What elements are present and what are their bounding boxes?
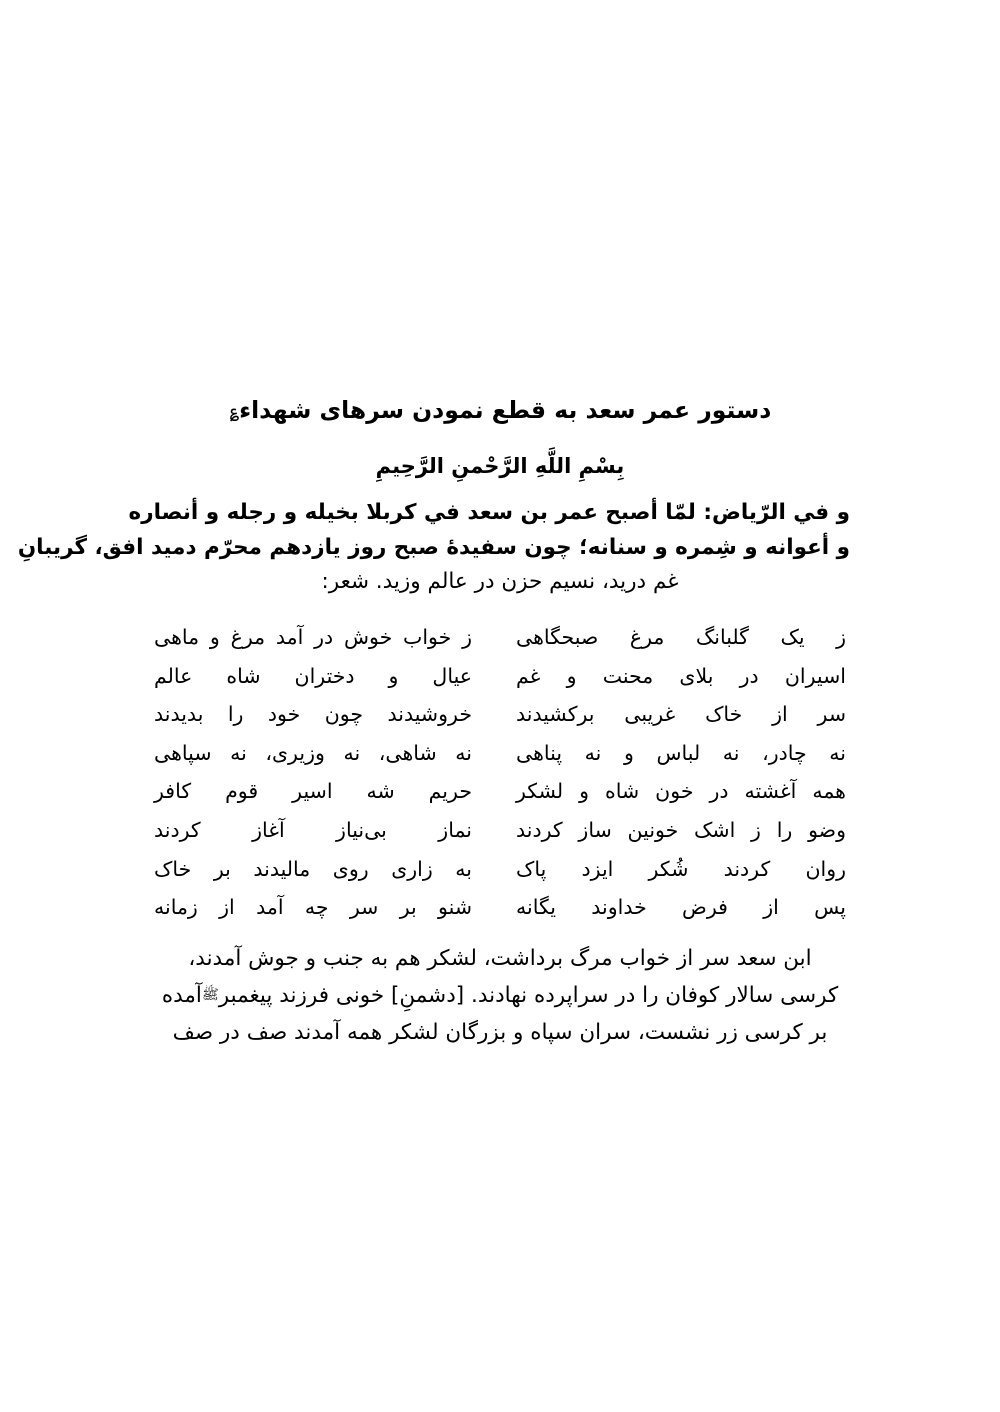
- intro-paragraph: [17, 496, 850, 600]
- page-title: [150, 396, 850, 425]
- intro-line-1: و في الرّياض: لمّا أصبح عمر بن سعد في كربلا بخيله و رجله و أنصاره: [128, 499, 850, 525]
- honorific-pbuh-icon: ﷺ: [201, 987, 219, 1004]
- closing-line-2-part-b: آمده: [161, 983, 202, 1009]
- hemistich-right: سر از خاک غریبی برکشیدند: [516, 702, 846, 727]
- bismillah-line: بِسْمِ اللَّهِ الرَّحْمنِ الرَّحِيمِ: [375, 454, 625, 479]
- hemistich-right: پس از فرض خداوند یگانه: [516, 895, 846, 920]
- hemistich-right: وضو را ز اشک خونین ساز کردند: [516, 818, 846, 843]
- hemistich-right: اسیران در بلای محنت و غم: [516, 663, 846, 688]
- hemistich-left: عیال و دختران شاه عالم: [154, 663, 472, 688]
- intro-line-2: و أعوانه و شِمره و سنانه؛ چون سفیدهٔ صبح روز یازدهم محرّم دمید افق، گریبانِ: [17, 534, 850, 560]
- poem-block: [150, 624, 850, 921]
- poem-couplet: [150, 740, 850, 767]
- hemistich-left: نه شاهی، نه وزیری، نه سپاهی: [154, 740, 472, 765]
- hemistich-right: نه چادر، نه لباس و نه پناهی: [516, 740, 846, 765]
- honorific-alayhimussalam-icon: ؏: [229, 401, 240, 420]
- page-title-text: دستور عمر سعد به قطع نمودن سرهای شهداء: [239, 396, 772, 424]
- poem-couplet: [150, 894, 850, 921]
- poem-couplet: [150, 856, 850, 883]
- closing-line-1: ابن سعد سر از خواب مرگ برداشت، لشکر هم به جنب و جوش آمدند،: [188, 946, 812, 972]
- poem-couplet: [150, 778, 850, 805]
- page-content: [17, 396, 850, 1052]
- closing-line-3: بر کرسی زر نشست، سران سپاه و بزرگان لشکر همه آمدند صف در صف: [172, 1020, 828, 1046]
- poem-couplet: [150, 663, 850, 690]
- poem-couplet: [150, 701, 850, 728]
- closing-paragraph: [150, 941, 850, 1052]
- hemistich-right: ز یک گلبانگ مرغ صبحگاهی: [516, 625, 846, 650]
- hemistich-left: ز خواب خوش در آمد مرغ و ماهی: [154, 625, 472, 650]
- closing-line-2-part-a: کرسی سالار کوفان را در سراپرده نهادند. [دشمنِ] خونی فرزند پیغمبر: [218, 983, 839, 1009]
- hemistich-right: روان کردند شُکر ایزد پاک: [516, 856, 846, 881]
- hemistich-right: همه آغشته در خون شاه و لشکر: [516, 779, 846, 804]
- intro-line-3: غم درید، نسیم حزن در عالم وزید. شعر:: [321, 569, 679, 595]
- closing-line-2: [150, 978, 850, 1015]
- poem-couplet: [150, 624, 850, 651]
- hemistich-left: به زاری روی مالیدند بر خاک: [154, 856, 472, 881]
- hemistich-left: نماز بی‌نیاز آغاز کردند: [154, 818, 472, 843]
- hemistich-left: خروشیدند چون خود را بدیدند: [154, 702, 472, 727]
- poem-couplet: [150, 817, 850, 844]
- hemistich-left: شنو بر سر چه آمد از زمانه: [154, 895, 472, 920]
- hemistich-left: حریم شه اسیر قوم کافر: [154, 779, 472, 804]
